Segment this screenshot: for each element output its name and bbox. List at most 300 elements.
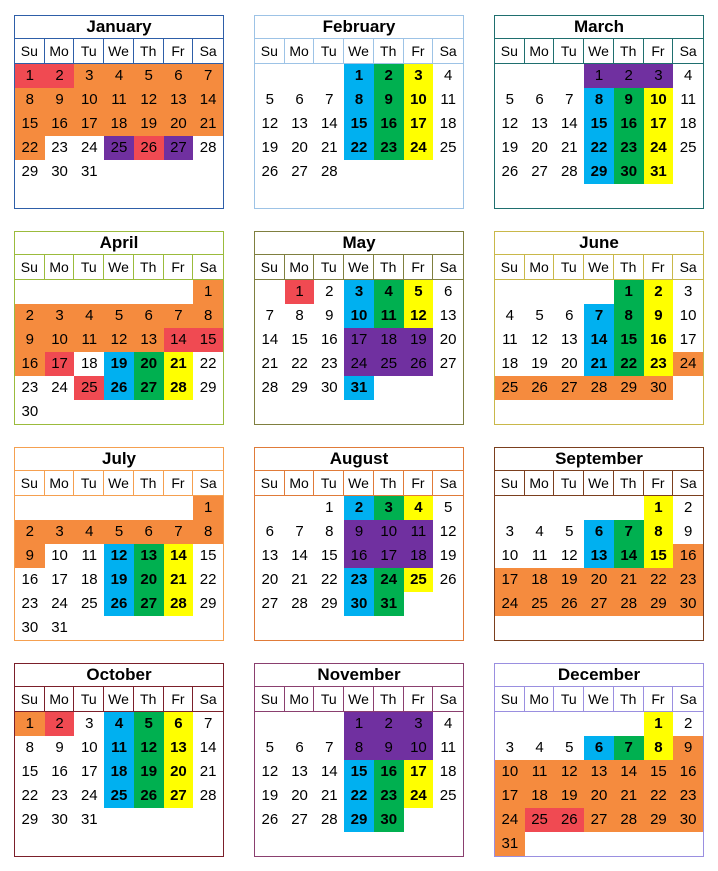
empty-cell <box>404 592 434 616</box>
month-april <box>14 231 224 425</box>
day-cell: 24 <box>80 787 98 804</box>
day-cell: 8 <box>295 307 304 324</box>
weekday-label: Su <box>495 39 525 63</box>
month-march <box>494 15 704 209</box>
day-cell: 11 <box>680 91 696 108</box>
day-cell: 29 <box>584 160 614 184</box>
weekday-label: Sa <box>679 691 697 707</box>
day-cell: 20 <box>164 112 194 136</box>
day-cell: 24 <box>673 352 703 376</box>
day-cell: 1 <box>15 712 45 736</box>
month-title: February <box>255 16 463 39</box>
empty-cell <box>404 184 434 208</box>
weekday-label: Th <box>134 471 164 495</box>
day-cell: 6 <box>164 712 194 736</box>
day-cell: 15 <box>193 328 223 352</box>
day-cell: 3 <box>505 739 515 756</box>
day-cell: 21 <box>164 352 194 376</box>
day-cell: 5 <box>104 520 134 544</box>
day-cell: 13 <box>439 307 457 324</box>
day-cell: 2 <box>374 712 404 736</box>
day-cell: 6 <box>535 91 544 108</box>
empty-cell <box>644 616 674 640</box>
day-cell: 27 <box>584 808 614 832</box>
day-cell: 11 <box>440 739 456 756</box>
weekday-label: We <box>584 471 614 495</box>
empty-cell <box>104 616 134 640</box>
day-grid <box>495 712 703 856</box>
empty-cell <box>433 832 463 856</box>
empty-cell <box>495 400 525 424</box>
day-cell: 28 <box>199 139 217 156</box>
day-cell: 6 <box>134 304 164 328</box>
day-cell: 7 <box>614 736 644 760</box>
day-cell: 19 <box>261 787 279 804</box>
empty-cell <box>584 832 614 856</box>
day-cell: 25 <box>80 595 98 612</box>
day-cell: 26 <box>501 163 519 180</box>
empty-cell <box>164 160 194 184</box>
day-cell: 7 <box>614 520 644 544</box>
empty-cell <box>495 712 525 736</box>
day-cell: 5 <box>565 739 574 756</box>
day-cell: 4 <box>104 64 134 88</box>
day-cell: 10 <box>344 304 374 328</box>
month-title: April <box>15 232 223 255</box>
weekday-label: Mo <box>45 255 75 279</box>
day-cell: 3 <box>404 64 434 88</box>
day-cell: 2 <box>45 712 75 736</box>
day-cell: 24 <box>80 139 98 156</box>
day-cell: 12 <box>134 736 164 760</box>
empty-cell <box>525 400 555 424</box>
empty-cell <box>193 184 223 208</box>
empty-cell <box>673 376 703 400</box>
weekday-header <box>495 39 703 64</box>
day-cell: 27 <box>164 784 194 808</box>
month-may <box>254 231 464 425</box>
weekday-header <box>15 39 223 64</box>
day-cell: 13 <box>291 115 308 132</box>
month-september <box>494 447 704 641</box>
day-cell: 12 <box>404 304 434 328</box>
empty-cell <box>134 400 164 424</box>
weekday-label: We <box>344 255 374 279</box>
day-cell: 21 <box>320 787 338 804</box>
day-cell: 9 <box>374 88 404 112</box>
day-cell: 1 <box>344 712 374 736</box>
day-cell: 14 <box>199 739 217 756</box>
day-cell: 1 <box>584 64 614 88</box>
empty-cell <box>554 832 584 856</box>
empty-cell <box>433 160 463 184</box>
day-cell: 26 <box>134 136 164 160</box>
empty-cell <box>554 496 584 520</box>
day-cell: 3 <box>45 520 75 544</box>
weekday-label: Th <box>614 471 644 495</box>
day-cell: 10 <box>374 520 404 544</box>
day-cell: 8 <box>584 88 614 112</box>
empty-cell <box>285 832 315 856</box>
day-cell: 10 <box>644 88 674 112</box>
day-cell: 8 <box>193 304 223 328</box>
day-cell: 24 <box>404 136 434 160</box>
weekday-label: Su <box>255 687 285 711</box>
day-cell: 30 <box>344 592 374 616</box>
month-title: December <box>495 664 703 687</box>
day-cell: 4 <box>374 280 404 304</box>
day-cell: 31 <box>80 811 98 828</box>
day-cell: 18 <box>525 784 555 808</box>
weekday-label: Mo <box>285 255 315 279</box>
day-cell: 6 <box>584 520 614 544</box>
weekday-label: Th <box>374 255 404 279</box>
day-cell: 22 <box>584 136 614 160</box>
day-cell: 3 <box>85 715 94 732</box>
weekday-label: Su <box>255 39 285 63</box>
day-cell: 15 <box>291 331 308 348</box>
empty-cell <box>554 184 584 208</box>
empty-cell <box>404 376 434 400</box>
day-cell: 14 <box>261 331 279 348</box>
day-cell: 16 <box>644 328 674 352</box>
day-cell: 5 <box>404 280 434 304</box>
day-cell: 9 <box>15 328 45 352</box>
empty-cell <box>285 616 315 640</box>
day-cell: 23 <box>21 379 39 396</box>
day-cell: 26 <box>104 376 134 400</box>
weekday-label: Sa <box>199 691 217 707</box>
empty-cell <box>673 832 703 856</box>
day-cell: 25 <box>404 568 434 592</box>
month-october <box>14 663 224 857</box>
day-cell: 6 <box>295 739 304 756</box>
weekday-label: Mo <box>45 471 75 495</box>
weekday-header <box>255 255 463 280</box>
weekday-label: Mo <box>525 255 555 279</box>
empty-cell <box>74 280 104 304</box>
empty-cell <box>584 400 614 424</box>
empty-cell <box>74 496 104 520</box>
day-cell: 28 <box>291 595 308 612</box>
day-cell: 10 <box>404 88 434 112</box>
empty-cell <box>344 184 374 208</box>
day-cell: 19 <box>104 352 134 376</box>
day-cell: 22 <box>199 571 217 588</box>
day-cell: 23 <box>374 784 404 808</box>
empty-cell <box>164 400 194 424</box>
empty-cell <box>673 184 703 208</box>
empty-cell <box>314 616 344 640</box>
day-cell: 21 <box>291 571 308 588</box>
empty-cell <box>255 832 285 856</box>
weekday-label: Su <box>15 687 45 711</box>
empty-cell <box>404 832 434 856</box>
day-cell: 21 <box>164 568 194 592</box>
day-cell: 20 <box>261 571 279 588</box>
day-cell: 11 <box>404 520 434 544</box>
weekday-header <box>15 255 223 280</box>
day-cell: 17 <box>344 328 374 352</box>
empty-cell <box>554 712 584 736</box>
empty-cell <box>673 160 703 184</box>
day-cell: 24 <box>495 592 525 616</box>
day-cell: 24 <box>374 568 404 592</box>
weekday-label: Tu <box>314 471 344 495</box>
weekday-label: Th <box>374 687 404 711</box>
day-cell: 29 <box>291 379 308 396</box>
empty-cell <box>495 184 525 208</box>
day-cell: 14 <box>320 115 338 132</box>
weekday-label: Tu <box>74 471 104 495</box>
empty-cell <box>134 496 164 520</box>
day-cell: 15 <box>21 763 39 780</box>
day-cell: 16 <box>374 760 404 784</box>
day-cell: 13 <box>134 544 164 568</box>
day-cell: 13 <box>164 88 194 112</box>
day-cell: 2 <box>325 283 334 300</box>
day-grid <box>15 712 223 856</box>
day-grid <box>255 712 463 856</box>
day-grid <box>15 280 223 424</box>
day-cell: 2 <box>614 64 644 88</box>
empty-cell <box>433 808 463 832</box>
day-cell: 1 <box>644 496 674 520</box>
weekday-label: Su <box>15 39 45 63</box>
day-cell: 17 <box>80 763 98 780</box>
day-cell: 22 <box>344 784 374 808</box>
day-cell: 16 <box>614 112 644 136</box>
day-cell: 16 <box>15 352 45 376</box>
weekday-label: Fr <box>164 471 194 495</box>
month-title: July <box>15 448 223 471</box>
day-cell: 5 <box>265 739 275 756</box>
empty-cell <box>285 400 315 424</box>
weekday-label: Tu <box>554 39 584 63</box>
weekday-label: Fr <box>404 471 434 495</box>
weekday-label: Th <box>134 687 164 711</box>
day-cell: 12 <box>261 763 279 780</box>
day-cell: 7 <box>584 304 614 328</box>
day-cell: 16 <box>45 112 75 136</box>
day-cell: 8 <box>193 520 223 544</box>
weekday-label: Mo <box>45 687 75 711</box>
weekday-label: Fr <box>404 687 434 711</box>
weekday-label: We <box>104 255 134 279</box>
day-cell: 10 <box>679 307 697 324</box>
weekday-label: Tu <box>314 687 344 711</box>
weekday-header <box>255 39 463 64</box>
empty-cell <box>164 616 194 640</box>
day-cell: 24 <box>644 136 674 160</box>
day-grid <box>495 280 703 424</box>
day-cell: 16 <box>374 112 404 136</box>
weekday-label: Su <box>15 255 45 279</box>
day-cell: 25 <box>439 787 457 804</box>
empty-cell <box>15 280 45 304</box>
day-cell: 27 <box>531 163 548 180</box>
day-cell: 17 <box>679 331 697 348</box>
day-cell: 10 <box>495 760 525 784</box>
day-cell: 20 <box>134 352 164 376</box>
weekday-label: Th <box>614 39 644 63</box>
day-cell: 13 <box>531 115 548 132</box>
day-cell: 22 <box>614 352 644 376</box>
empty-cell <box>584 184 614 208</box>
empty-cell <box>164 184 194 208</box>
day-cell: 25 <box>525 592 555 616</box>
day-cell: 1 <box>325 499 334 516</box>
day-cell: 19 <box>404 328 434 352</box>
day-cell: 2 <box>683 499 693 516</box>
day-cell: 4 <box>404 496 434 520</box>
day-cell: 6 <box>134 520 164 544</box>
day-cell: 5 <box>134 64 164 88</box>
day-grid <box>495 496 703 640</box>
month-august <box>254 447 464 641</box>
weekday-label: Mo <box>45 39 75 63</box>
day-cell: 28 <box>164 376 194 400</box>
weekday-label: Sa <box>199 43 217 59</box>
day-cell: 9 <box>644 304 674 328</box>
day-cell: 29 <box>320 595 338 612</box>
day-cell: 11 <box>502 331 518 348</box>
empty-cell <box>374 832 404 856</box>
day-cell: 29 <box>644 592 674 616</box>
day-cell: 13 <box>560 331 578 348</box>
day-cell: 14 <box>164 328 194 352</box>
day-cell: 20 <box>531 139 548 156</box>
day-cell: 14 <box>320 763 338 780</box>
weekday-label: Tu <box>74 39 104 63</box>
day-cell: 4 <box>505 307 515 324</box>
empty-cell <box>644 400 674 424</box>
weekday-label: Sa <box>439 43 457 59</box>
day-cell: 11 <box>525 760 555 784</box>
empty-cell <box>45 184 75 208</box>
day-cell: 3 <box>683 283 693 300</box>
day-cell: 30 <box>21 403 39 420</box>
day-cell: 24 <box>51 595 68 612</box>
day-cell: 21 <box>584 352 614 376</box>
day-cell: 18 <box>80 355 98 372</box>
empty-cell <box>554 400 584 424</box>
day-cell: 17 <box>644 112 674 136</box>
day-cell: 22 <box>15 136 45 160</box>
day-cell: 5 <box>134 712 164 736</box>
day-cell: 28 <box>584 376 614 400</box>
day-cell: 2 <box>344 496 374 520</box>
empty-cell <box>104 160 134 184</box>
empty-cell <box>15 496 45 520</box>
day-cell: 23 <box>614 136 644 160</box>
day-cell: 30 <box>320 379 338 396</box>
day-cell: 7 <box>325 739 334 756</box>
empty-cell <box>374 616 404 640</box>
day-cell: 28 <box>320 811 338 828</box>
empty-cell <box>193 616 223 640</box>
day-cell: 29 <box>21 811 39 828</box>
day-cell: 2 <box>374 64 404 88</box>
empty-cell <box>644 184 674 208</box>
day-cell: 21 <box>199 763 217 780</box>
weekday-label: Tu <box>314 255 344 279</box>
day-cell: 23 <box>51 787 68 804</box>
day-cell: 18 <box>404 544 434 568</box>
empty-cell <box>374 376 404 400</box>
day-cell: 24 <box>495 808 525 832</box>
day-cell: 4 <box>535 523 544 540</box>
empty-cell <box>255 64 285 88</box>
weekday-label: Sa <box>439 475 457 491</box>
day-cell: 12 <box>439 523 457 540</box>
day-cell: 10 <box>80 739 98 756</box>
day-cell: 10 <box>404 736 434 760</box>
weekday-label: Fr <box>164 39 194 63</box>
empty-cell <box>104 832 134 856</box>
day-cell: 9 <box>325 307 334 324</box>
day-grid <box>255 496 463 640</box>
empty-cell <box>74 400 104 424</box>
day-cell: 27 <box>134 376 164 400</box>
day-cell: 15 <box>199 547 217 564</box>
day-cell: 9 <box>15 544 45 568</box>
day-cell: 13 <box>584 544 614 568</box>
empty-cell <box>673 616 703 640</box>
empty-cell <box>374 400 404 424</box>
day-cell: 26 <box>261 811 279 828</box>
day-grid <box>255 64 463 208</box>
empty-cell <box>74 616 104 640</box>
day-cell: 27 <box>439 355 457 372</box>
day-cell: 12 <box>560 547 578 564</box>
day-cell: 24 <box>404 784 434 808</box>
empty-cell <box>525 64 555 88</box>
day-cell: 26 <box>104 592 134 616</box>
day-cell: 1 <box>285 280 315 304</box>
day-cell: 30 <box>644 376 674 400</box>
empty-cell <box>404 400 434 424</box>
day-cell: 30 <box>673 808 703 832</box>
day-cell: 2 <box>45 64 75 88</box>
empty-cell <box>104 808 134 832</box>
day-cell: 13 <box>584 760 614 784</box>
day-cell: 14 <box>164 544 194 568</box>
weekday-label: Mo <box>525 687 555 711</box>
month-title: June <box>495 232 703 255</box>
empty-cell <box>255 400 285 424</box>
empty-cell <box>344 160 374 184</box>
day-cell: 26 <box>134 784 164 808</box>
weekday-label: Sa <box>199 475 217 491</box>
month-february <box>254 15 464 209</box>
weekday-label: Mo <box>285 687 315 711</box>
day-cell: 9 <box>374 736 404 760</box>
weekday-label: Mo <box>525 471 555 495</box>
day-cell: 14 <box>584 328 614 352</box>
day-cell: 10 <box>501 547 519 564</box>
day-cell: 26 <box>404 352 434 376</box>
day-cell: 21 <box>614 568 644 592</box>
month-title: January <box>15 16 223 39</box>
day-cell: 18 <box>501 355 519 372</box>
weekday-label: Su <box>15 471 45 495</box>
day-cell: 28 <box>614 592 644 616</box>
day-cell: 5 <box>505 91 515 108</box>
day-cell: 11 <box>440 91 456 108</box>
day-cell: 5 <box>265 91 275 108</box>
day-cell: 25 <box>679 139 697 156</box>
